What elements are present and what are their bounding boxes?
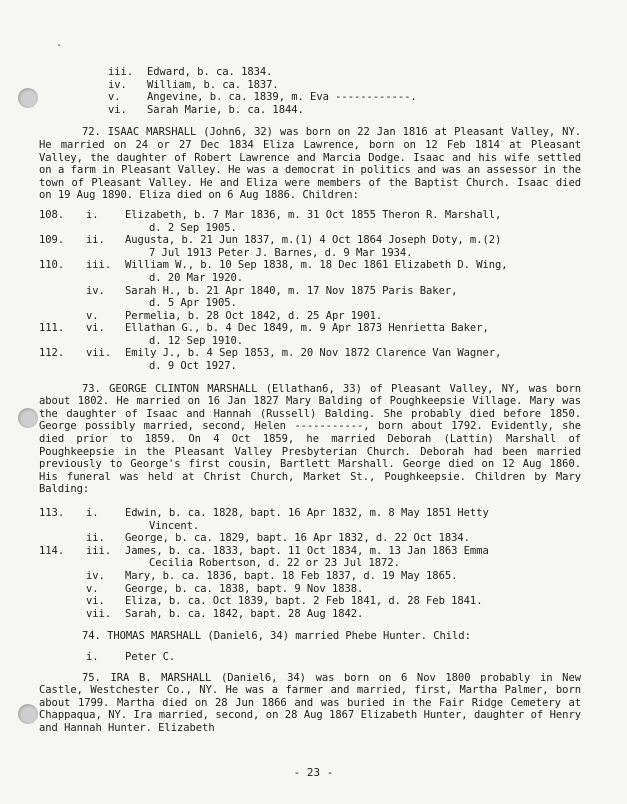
- punch-hole: [18, 408, 38, 428]
- list-item: vii. Sarah, b. ca. 1842, bapt. 28 Aug 1842.: [86, 607, 364, 620]
- children-73-list: [39, 507, 581, 620]
- list-item: 113. i. Edwin, b. ca. 1828, bapt. 16 Apr 1832, m. 8 May 1851 Hetty Vincent.: [39, 507, 489, 532]
- list-item: ii. George, b. ca. 1829, bapt. 16 Apr 1832, d. 22 Oct 1834.: [86, 532, 470, 545]
- children-72-list: [39, 209, 581, 373]
- intro-children-list: [61, 66, 581, 116]
- list-item: 112. vii. Emily J., b. 4 Sep 1853, m. 20 Nov 1872 Clarence Van Wagner, d. 9 Oct 1927.: [39, 347, 502, 373]
- list-item: v. George, b. ca. 1838, bapt. 9 Nov 1838.: [86, 582, 364, 595]
- entry-74-paragraph: 74. THOMAS MARSHALL (Daniel6, 34) married Phebe Hunter. Child:: [82, 630, 471, 643]
- list-item: 111. vi. Ellathan G., b. 4 Dec 1849, m. 9 Apr 1873 Henrietta Baker, d. 12 Sep 1910.: [39, 322, 489, 347]
- page-content: [39, 66, 581, 742]
- list-item: v. Angevine, b. ca. 1839, m. Eva ------------.: [108, 91, 417, 104]
- list-item: 108. i. Elizabeth, b. 7 Mar 1836, m. 31 Oct 1855 Theron R. Marshall, d. 2 Sep 1905.: [39, 208, 502, 234]
- list-item: iii. Edward, b. ca. 1834.: [108, 66, 273, 78]
- list-item: 114. iii. James, b. ca. 1833, bapt. 11 Oct 1834, m. 13 Jan 1863 Emma Cecilia Robertson, d. 22 or 23 Jul 1872.: [39, 544, 489, 570]
- entry-73-paragraph: 73. GEORGE CLINTON MARSHALL (Ellathan6, 33) of Pleasant Valley, NY, was born about 1802. He married on 16 Jan 1827 Mary Balding of Poughkeepsie Village. Mary was the daughter of Isaac and Hannah (Russell) Balding. She probably died before 1850. George possibly married, second, Helen -----------, born about 1792. Evidently, she died prior to 1859. On 4 Oct 1859, he married Deborah (Lattin) Marshall of Poughkeepsie in the Pleasant Valley Presbyterian Church. Deborah had been married previously to George's first cousin, Bartlett Marshall. George died on 12 Aug 1860. His funeral was held at Christ Church, Market St., Poughkeepsie. Children by Mary Balding:: [39, 382, 581, 496]
- page-number: - 23 -: [293, 766, 334, 779]
- speck-mark: [58, 44, 60, 46]
- punch-hole: [18, 88, 38, 108]
- list-item: vi. Eliza, b. ca. Oct 1839, bapt. 2 Feb 1841, d. 28 Feb 1841.: [86, 595, 483, 608]
- list-item: vi. Sarah Marie, b. ca. 1844.: [108, 103, 304, 116]
- list-item: i. Peter C.: [86, 650, 176, 663]
- list-item: iv. Mary, b. ca. 1836, bapt. 18 Feb 1837, d. 19 May 1865.: [86, 569, 458, 582]
- punch-hole: [18, 704, 38, 724]
- list-item: 109. ii. Augusta, b. 21 Jun 1837, m.(1) 4 Oct 1864 Joseph Doty, m.(2) 7 Jul 1913 Peter J. Barnes, d. 9 Mar 1934.: [39, 234, 502, 259]
- list-item: 110. iii. William W., b. 10 Sep 1838, m. 18 Dec 1861 Elizabeth D. Wing, d. 20 Mar 1920.: [39, 259, 508, 284]
- list-item: iv. William, b. ca. 1837.: [108, 78, 279, 91]
- list-item: iv. Sarah H., b. 21 Apr 1840, m. 17 Nov 1875 Paris Baker, d. 5 Apr 1905.: [86, 284, 458, 310]
- entry-72-paragraph: 72. ISAAC MARSHALL (John6, 32) was born on 22 Jan 1816 at Pleasant Valley, NY. He married on 24 or 27 Dec 1834 Eliza Lawrence, born on 12 Feb 1814 at Pleasant Valley, the daughter of Robert Lawrence and Marcia Dodge. Isaac and his wife settled on a farm in Pleasant Valley. He was a democrat in politics and was an assessor in the town of Pleasant Valley. He and Eliza were members of the Baptist Church. Isaac died on 19 Aug 1890. Eliza died on 6 Aug 1886. Children:: [39, 126, 581, 202]
- entry-75-paragraph: 75. IRA B. MARSHALL (Daniel6, 34) was born on 6 Nov 1800 probably in New Castle, Westchester Co., NY. He was a farmer and married, first, Martha Palmer, born about 1799. Martha died on 28 Jun 1866 and was buried in the Fair Ridge Cemetery at Chappaqua, NY. Ira married, second, on 28 Aug 1867 Elizabeth Hunter, daughter of Henry and Hannah Hunter. Elizabeth: [39, 671, 581, 734]
- list-item: v. Permelia, b. 28 Oct 1842, d. 25 Apr 1901.: [86, 309, 383, 322]
